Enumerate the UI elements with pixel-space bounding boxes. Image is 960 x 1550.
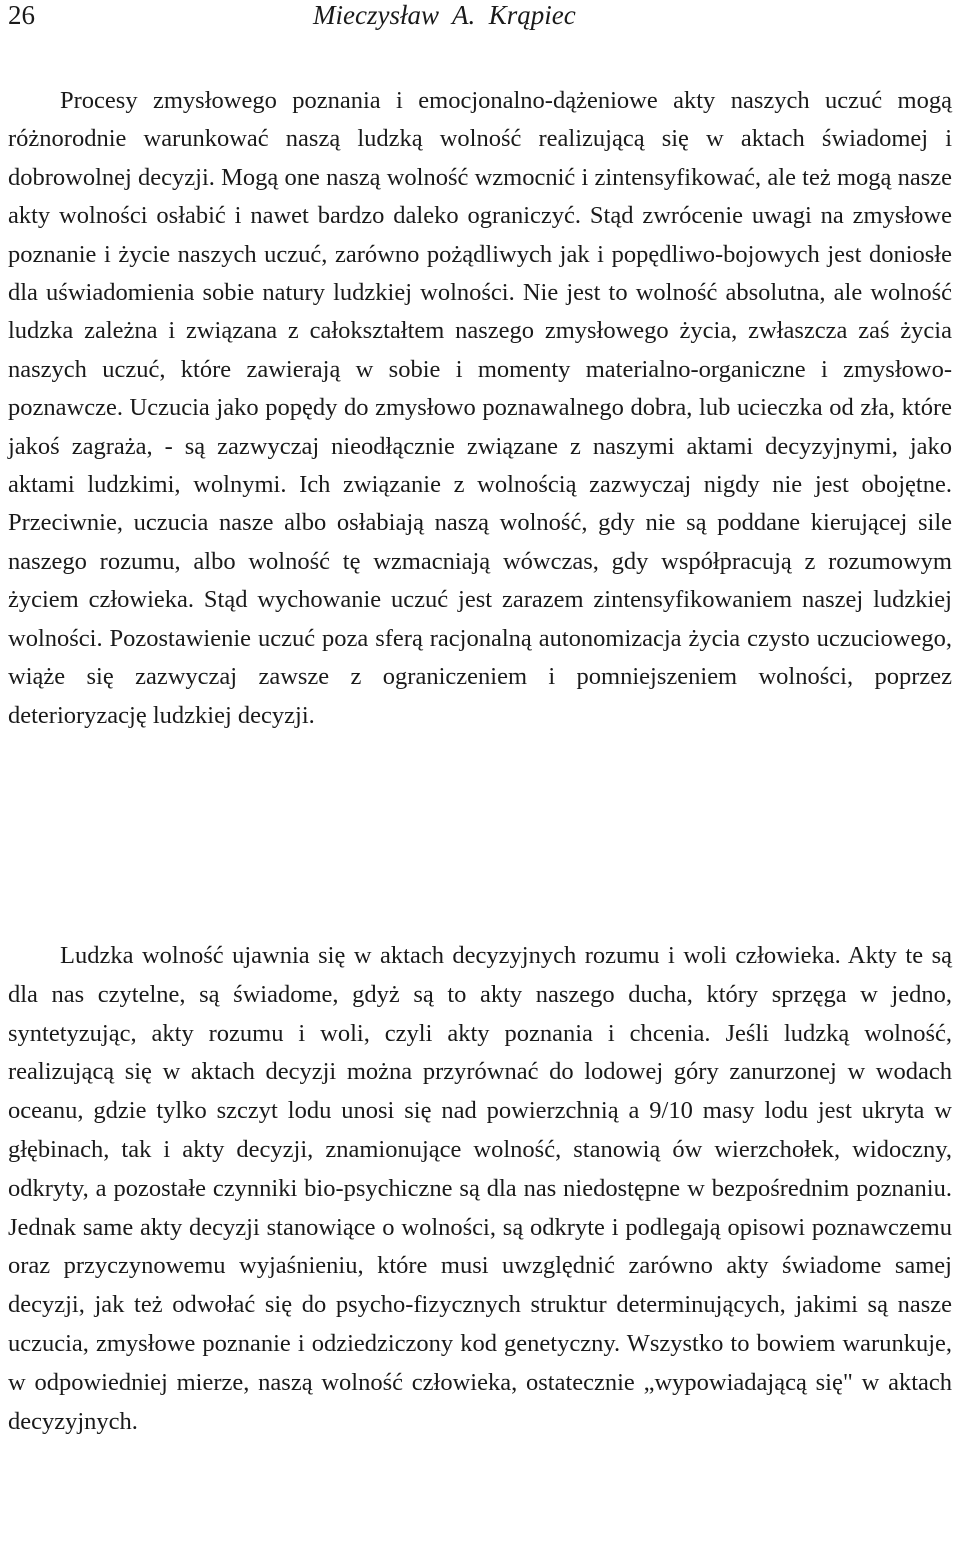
running-header-author: Mieczysław A. Krąpiec bbox=[313, 0, 576, 30]
running-header bbox=[8, 0, 940, 30]
page-number: 26 bbox=[8, 0, 35, 30]
paragraph-block-2 bbox=[8, 937, 952, 1441]
paragraph: Procesy zmysłowego poznania i emocjonalno-dążeniowe akty naszych uczuć mogą różnorodnie warunkować naszą ludzką wolność realizującą się w aktach świadomej i dobrowolnej decyzji. Mogą one naszą wolność wzmocnić i zintensyfikować, ale też mogą nasze akty wolności osłabić i nawet bardzo daleko ograniczyć. Stąd zwrócenie uwagi na zmysłowe poznanie i życie naszych uczuć, zarówno pożądliwych jak i popędliwo-bojowych jest doniosłe dla uświadomienia sobie natury ludzkiej wolności. Nie jest to wolność absolutna, ale wolność ludzka zależna i związana z całokształtem naszego zmysłowego życia, zwłaszcza zaś życia naszych uczuć, które zawierają w sobie i momenty materialno-organiczne i zmysłowo-poznawcze. Uczucia jako popędy do zmysłowo poznawalnego dobra, lub ucieczka od zła, które jakoś zagraża, - są zazwyczaj nieodłącznie związane z naszymi aktami decyzyjnymi, jako aktami ludzkimi, wolnymi. Ich związanie z wolnością zazwyczaj nigdy nie jest obojętne. Przeciwnie, uczucia nasze albo osłabiają naszą wolność, gdy nie są poddane kierującej sile naszego rozumu, albo wolność tę wzmacniają wówczas, gdy współpracują z rozumowym życiem człowieka. Stąd wychowanie uczuć jest zarazem zintensyfikowaniem naszej ludzkiej wolności. Pozostawienie uczuć poza sferą racjonalną autonomizacja życia czysto uczuciowego, wiąże się zazwyczaj zawsze z ograniczeniem i pomniejszeniem wolności, poprzez deterioryzację ludzkiej decyzji. bbox=[8, 87, 952, 729]
paragraph: Ludzka wolność ujawnia się w aktach decyzyjnych rozumu i woli człowieka. Akty te są dla nas czytelne, są świadome, gdyż są to akty naszego ducha, który sprzęga w jedno, syntetyzując, akty rozumu i woli, czyli akty poznania i chcenia. Jeśli ludzką wolność, realizującą się w aktach decyzji można przyrównać do lodowej góry zanurzonej w wodach oceanu, gdzie tylko szczyt lodu unosi się nad powierzchnią a 9/10 masy lodu jest ukryta w głębinach, tak i akty decyzji, znamionujące wolność, stanowią ów wierzchołek, widoczny, odkryty, a pozostałe czynniki bio-psychiczne są dla nas niedostępne w bezpośrednim poznaniu. Jednak same akty decyzji stanowiące o wolności, są odkryte i podlegają opisowi poznawczemu oraz przyczynowemu wyjaśnieniu, które musi uwzględnić zarówno akty świadome samej decyzji, jak też odwołać się do psycho-fizycznych struktur determinujących, jakimi są nasze uczucia, zmysłowe poznanie i odziedziczony kod genetyczny. Wszystko to bowiem warunkuje, w odpowiedniej mierze, naszą wolność człowieka, ostatecznie „wypowiadającą się" w aktach decyzyjnych. bbox=[8, 942, 952, 1435]
paragraph-block-1 bbox=[8, 82, 952, 735]
